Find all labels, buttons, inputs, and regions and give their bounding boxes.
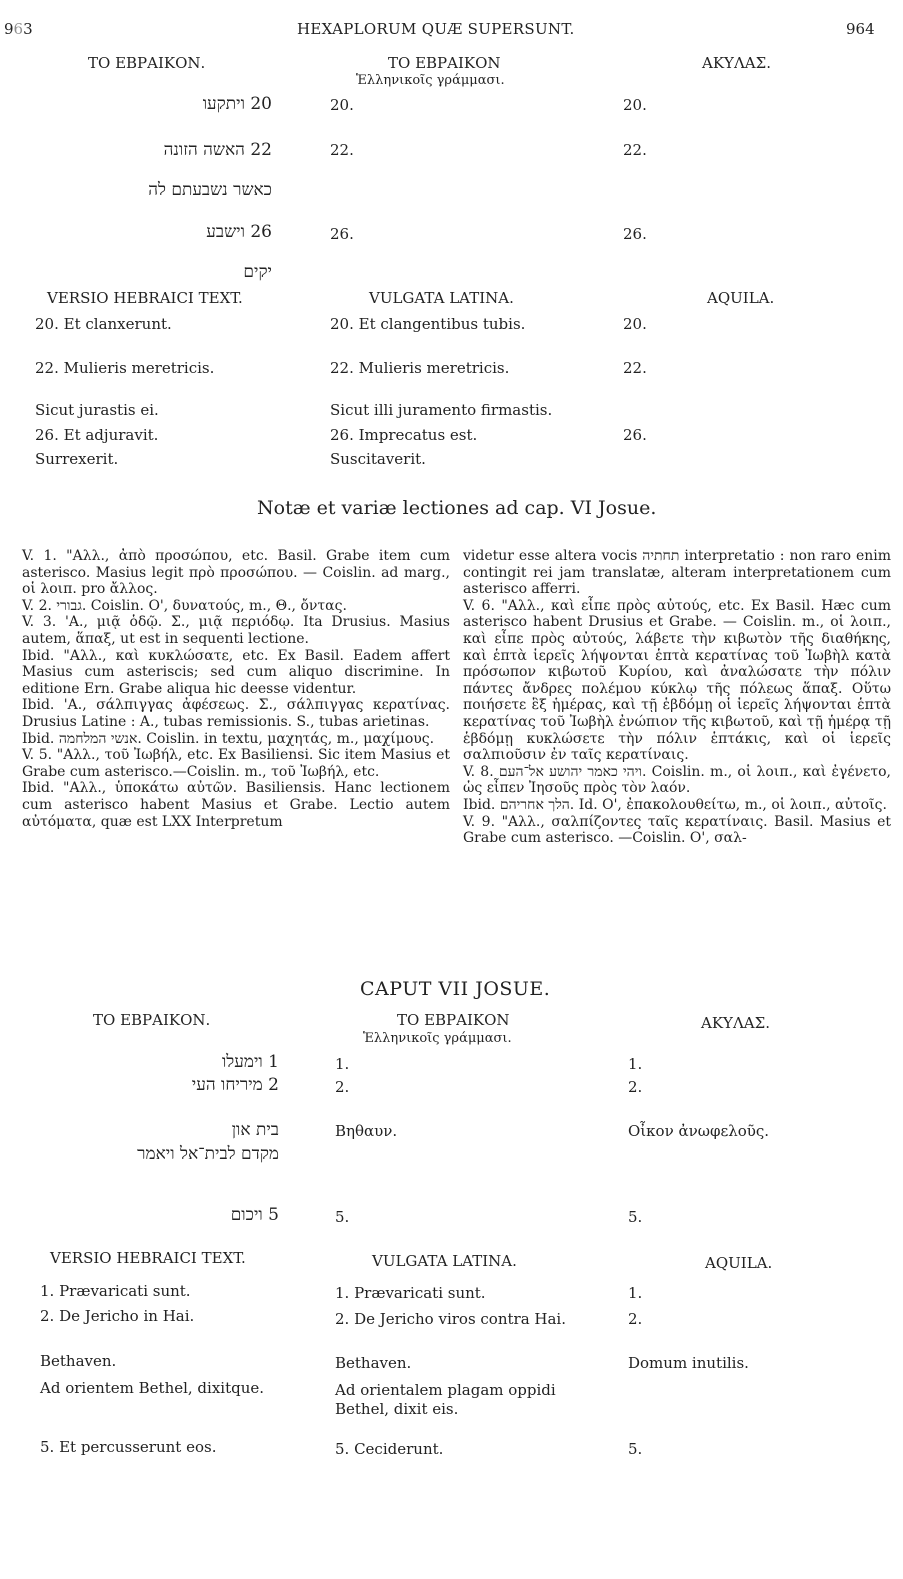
latin-head-hebrew: VERSIO HEBRAICI TEXT. bbox=[47, 289, 243, 307]
hebrew-line: בית און bbox=[231, 1120, 279, 1140]
hebrew-line: יקים bbox=[243, 262, 272, 282]
hebrew-line: 26 וישבע bbox=[206, 222, 272, 242]
running-title: HEXAPLORUM QUÆ SUPERSUNT. bbox=[297, 20, 575, 38]
aquila-cell: 22. bbox=[623, 359, 647, 377]
greek-letters-cell: 20. bbox=[330, 96, 354, 114]
latin-cell: Sicut jurastis ei. bbox=[35, 401, 159, 419]
note-paragraph: V. 3. 'A., μιᾷ ὁδῷ. Σ., μιᾷ περιόδῳ. Ita Drusius. Masius autem, ἅπαξ, ut est in sequenti lectione. bbox=[22, 614, 450, 647]
latin-cell: 20. Et clanxerunt. bbox=[35, 315, 172, 333]
vulgata-cell: Bethel, dixit eis. bbox=[335, 1400, 459, 1418]
aquila-cell: 26. bbox=[623, 225, 647, 243]
notes-title: Notæ et variæ lectiones ad cap. VI Josue. bbox=[257, 497, 657, 519]
greek-letters-cell: 26. bbox=[330, 225, 354, 243]
latin-head-aquila: AQUILA. bbox=[705, 1254, 773, 1272]
greek-letters-cell: 2. bbox=[335, 1078, 350, 1096]
vulgata-cell: 5. Ceciderunt. bbox=[335, 1440, 444, 1458]
col-head-aquila: ΑΚΥΛΑΣ. bbox=[701, 1014, 770, 1032]
aquila-cell: 1. bbox=[628, 1055, 643, 1073]
note-paragraph: Ibid. 'A., σάλπιγγας ἀφέσεως. Σ., σάλπιγγας κερατίνας. Drusius Latine : A., tubas remissionis. S., tubas arietinas. bbox=[22, 697, 450, 730]
note-paragraph: V. 8. ויהי כאמר יהושע אל־העם. Coislin. m., οἱ λοιπ., καὶ ἐγένετο, ὡς εἶπεν Ἰησοῦς πρὸς τὸν λαόν. bbox=[463, 763, 892, 797]
note-paragraph: Ibid. הלך אחריהם. Id. Ο', ἐπακολουθείτω, m., οἱ λοιπ., αὐτοῖς. bbox=[463, 796, 887, 813]
aquila-cell: Domum inutilis. bbox=[628, 1354, 749, 1372]
latin-head-vulgata: VULGATA LATINA. bbox=[369, 289, 514, 307]
aquila-cell: 20. bbox=[623, 96, 647, 114]
note-paragraph: videtur esse altera vocis תחתיה interpretatio : non raro enim contingit rei jam translatæ, alteram interpretationem cum asterisco afferri. bbox=[463, 548, 892, 598]
aquila-cell: 5. bbox=[628, 1440, 643, 1458]
greek-letters-cell: 22. bbox=[330, 141, 354, 159]
note-paragraph: Ibid. "Aλλ., καὶ κυκλώσατε, etc. Ex Basil. Eadem affert Masius cum asteriscis; sed cum aliquo discrimine. In editione Ern. Grabe aliqua hic deesse videntur. bbox=[22, 647, 450, 697]
latin-head-hebrew: VERSIO HEBRAICI TEXT. bbox=[50, 1249, 246, 1267]
note-paragraph: V. 9. "Aλλ., σαλπίζοντες ταῖς κερατίναις. Basil. Masius et Grabe cum asterisco. —Coislin. Ο', σαλ- bbox=[463, 813, 891, 847]
vulgata-cell: Suscitaverit. bbox=[330, 450, 426, 468]
latin-cell: 26. Et adjuravit. bbox=[35, 426, 159, 444]
col-head-hebrew: ΤΟ ΕΒΡΑΙΚΟΝ. bbox=[93, 1011, 211, 1029]
latin-cell: 22. Mulieris meretricis. bbox=[35, 359, 215, 377]
vulgata-cell: 2. De Jericho viros contra Hai. bbox=[335, 1310, 566, 1328]
aquila-cell: 5. bbox=[628, 1208, 643, 1226]
col-head-greek-letters-sub: Ἑλληνικοῖς γράμμασι. bbox=[356, 73, 505, 88]
latin-cell: Bethaven. bbox=[40, 1352, 117, 1370]
vulgata-cell: 20. Et clangentibus tubis. bbox=[330, 315, 526, 333]
hebrew-line: 20 ויתקעו bbox=[202, 94, 272, 114]
hebrew-line: 5 ויכום bbox=[230, 1205, 279, 1225]
col-head-aquila: ΑΚΥΛΑΣ. bbox=[702, 54, 771, 72]
latin-cell: 5. Et percusserunt eos. bbox=[40, 1438, 217, 1456]
latin-cell: 1. Prævaricati sunt. bbox=[40, 1282, 191, 1300]
note-paragraph: Ibid. "Aλλ., ὑποκάτω αὐτῶν. Basiliensis. Hanc lectionem cum asterisco habent Masius et Grabe. Lectio autem αὐτόματα, quæ est LXX Interpretum bbox=[22, 780, 450, 830]
latin-cell: Surrexerit. bbox=[35, 450, 119, 468]
vulgata-cell: 26. Imprecatus est. bbox=[330, 426, 478, 444]
hebrew-line: 22 האשה הזונה bbox=[163, 140, 272, 160]
latin-head-vulgata: VULGATA LATINA. bbox=[372, 1252, 517, 1270]
aquila-cell: 26. bbox=[623, 426, 647, 444]
aquila-cell: 1. bbox=[628, 1284, 643, 1302]
page-number-right: 964 bbox=[846, 20, 875, 38]
latin-cell: 2. De Jericho in Hai. bbox=[40, 1307, 195, 1325]
col-head-greek-letters: ΤΟ ΕΒΡΑΙΚΟΝ bbox=[388, 54, 501, 72]
note-paragraph: V. 2. גבורי. Coislin. Ο', δυνατούς, m., Θ., ὄντας. bbox=[22, 597, 347, 614]
vulgata-cell: 1. Prævaricati sunt. bbox=[335, 1284, 486, 1302]
note-paragraph: Ibid. אנשי המלחמה. Coislin. in textu, μαχητάς, m., μαχίμους. bbox=[22, 730, 435, 747]
vulgata-cell: Sicut illi juramento firmastis. bbox=[330, 401, 553, 419]
vulgata-cell: Bethaven. bbox=[335, 1354, 412, 1372]
aquila-cell: 2. bbox=[628, 1078, 643, 1096]
greek-letters-cell: Βηθαυν. bbox=[335, 1122, 398, 1140]
vulgata-cell: Ad orientalem plagam oppidi bbox=[335, 1381, 556, 1399]
note-paragraph: V. 1. "Aλλ., ἀπὸ προσώπου, etc. Basil. Grabe item cum asterisco. Masius legit πρὸ προσώπου. — Coislin. ad marg., οἱ λοιπ. pro ἄλλος. bbox=[22, 548, 450, 598]
notes-left-column bbox=[22, 548, 450, 830]
col-head-greek-letters-sub: Ἑλληνικοῖς γράμμασι. bbox=[363, 1031, 512, 1046]
page-number-left: 963 bbox=[4, 20, 33, 38]
aquila-cell: 22. bbox=[623, 141, 647, 159]
greek-letters-cell: 5. bbox=[335, 1208, 350, 1226]
aquila-cell: Οἶκον ἀνωφελοῦς. bbox=[628, 1122, 770, 1140]
notes-right-column bbox=[463, 548, 891, 847]
note-paragraph: V. 5. "Aλλ., τοῦ Ἰωβήλ, etc. Ex Basiliensi. Sic item Masius et Grabe cum asterisco.—Coislin. m., τοῦ Ἰωβήλ, etc. bbox=[22, 747, 450, 780]
hebrew-line: כאשר נשבעתם לה bbox=[148, 180, 272, 200]
col-head-hebrew: ΤΟ ΕΒΡΑΙΚΟΝ. bbox=[88, 54, 206, 72]
greek-letters-cell: 1. bbox=[335, 1055, 350, 1073]
aquila-cell: 2. bbox=[628, 1310, 643, 1328]
hebrew-line: 2 מיריחו העי bbox=[191, 1075, 279, 1095]
latin-head-aquila: AQUILA. bbox=[707, 289, 775, 307]
chapter-title: CAPUT VII JOSUE. bbox=[360, 978, 551, 1000]
latin-cell: Ad orientem Bethel, dixitque. bbox=[40, 1379, 265, 1397]
hebrew-line: 1 וימעלו bbox=[221, 1052, 279, 1072]
note-paragraph: V. 6. "Aλλ., καὶ εἶπε πρὸς αὐτούς, etc. Ex Basil. Hæc cum asterisco habent Drusius et Grabe. — Coislin. m., οἱ λοιπ., καὶ εἶπε πρὸς αὐτούς, λάβετε τὴν κιβωτὸν τῆς διαθήκης, καὶ ἑπτὰ ἱερεῖς λήψονται ἑπτὰ κερατίνας τοῦ Ἰωβὴλ κατὰ πρόσωπον κιβωτοῦ Κυρίου, καὶ ἀναλώσατε τὴν πόλιν πάντες ἄνδρες πολέμου κύκλῳ τῆς πόλεως ἅπαξ. Οὕτω ποιήσετε ἓξ ἡμέρας, καὶ τῇ ἑβδόμῃ οἱ ἱερεῖς λήψονται ἑπτὰ κερατίνας τοῦ Ἰωβὴλ ἐνώπιον τῆς κιβωτοῦ, καὶ τῇ ἡμέρᾳ τῇ ἑβδόμῃ κυκλώσετε τὴν πόλιν ἑπτάκις, καὶ οἱ ἱερεῖς σαλπιοῦσιν ἐν ταῖς κερατίναις. bbox=[463, 597, 891, 764]
vulgata-cell: 22. Mulieris meretricis. bbox=[330, 359, 510, 377]
aquila-cell: 20. bbox=[623, 315, 647, 333]
hebrew-line: מקדם לבית־אל ויאמר bbox=[137, 1144, 279, 1164]
col-head-greek-letters: ΤΟ ΕΒΡΑΙΚΟΝ bbox=[397, 1011, 510, 1029]
